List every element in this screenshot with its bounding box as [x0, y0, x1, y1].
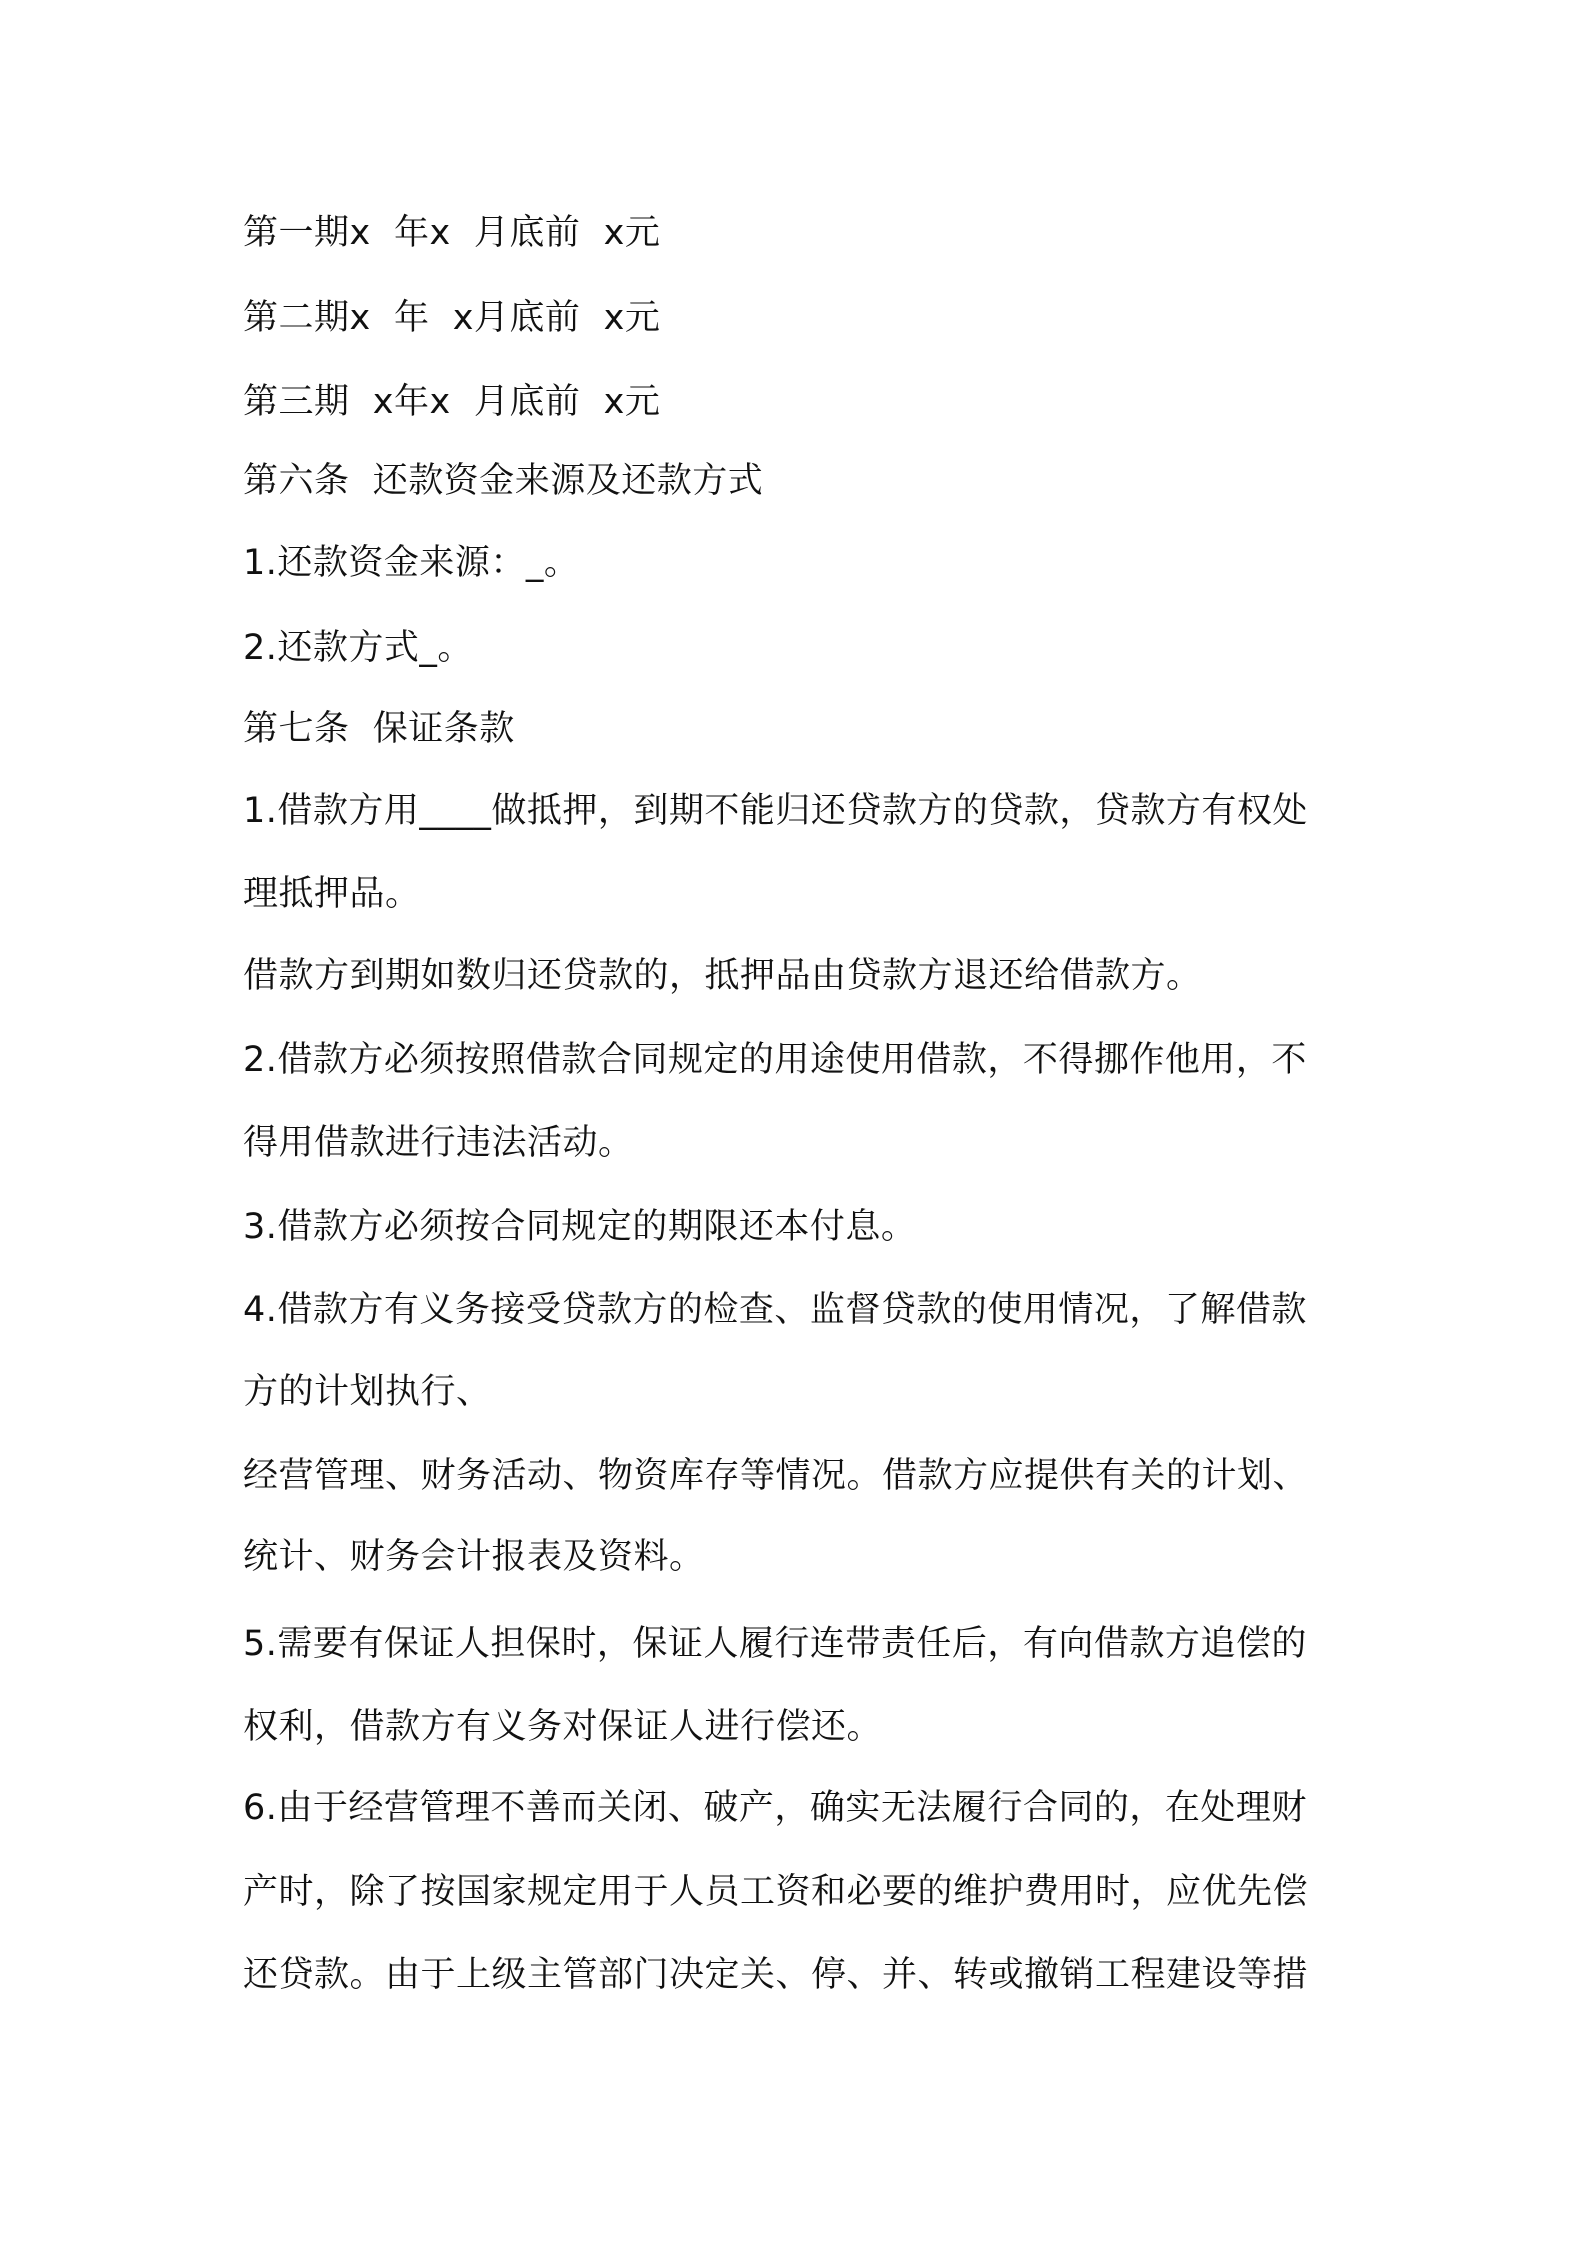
- text-line: 2.还款方式_。: [243, 628, 473, 668]
- text-line: 1.借款方用____做抵押，到期不能归还贷款方的贷款，贷款方有权处: [243, 791, 1308, 831]
- text-line: 权利，借款方有义务对保证人进行偿还。: [243, 1707, 883, 1747]
- text-line: 借款方到期如数归还贷款的，抵押品由贷款方退还给借款方。: [243, 956, 1202, 996]
- text-line: 产时，除了按国家规定用于人员工资和必要的维护费用时，应优先偿: [243, 1872, 1309, 1912]
- text-line: 3.借款方必须按合同规定的期限还本付息。: [243, 1207, 917, 1247]
- text-line: 方的计划执行、: [243, 1372, 492, 1412]
- section-heading: 第七条 保证条款: [243, 709, 515, 749]
- text-line: 理抵押品。: [243, 874, 421, 914]
- text-line: 5.需要有保证人担保时，保证人履行连带责任后，有向借款方追偿的: [243, 1624, 1307, 1664]
- text-line: 第二期x 年 x月底前 x元: [243, 298, 661, 338]
- text-line: 统计、财务会计报表及资料。: [243, 1537, 705, 1577]
- text-line: 4.借款方有义务接受贷款方的检查、监督贷款的使用情况，了解借款: [243, 1290, 1307, 1330]
- text-line: 得用借款进行违法活动。: [243, 1123, 634, 1163]
- text-line: 第一期x 年x 月底前 x元: [243, 213, 661, 253]
- text-line: 2.借款方必须按照借款合同规定的用途使用借款，不得挪作他用，不: [243, 1040, 1307, 1080]
- text-line: 第三期 x年x 月底前 x元: [243, 382, 661, 422]
- text-line: 还贷款。由于上级主管部门决定关、停、并、转或撤销工程建设等措: [243, 1955, 1309, 1995]
- text-line: 1.还款资金来源：_。: [243, 543, 580, 583]
- section-heading: 第六条 还款资金来源及还款方式: [243, 461, 764, 501]
- text-line: 经营管理、财务活动、物资库存等情况。借款方应提供有关的计划、: [243, 1456, 1309, 1496]
- text-line: 6.由于经营管理不善而关闭、破产，确实无法履行合同的，在处理财: [243, 1788, 1307, 1828]
